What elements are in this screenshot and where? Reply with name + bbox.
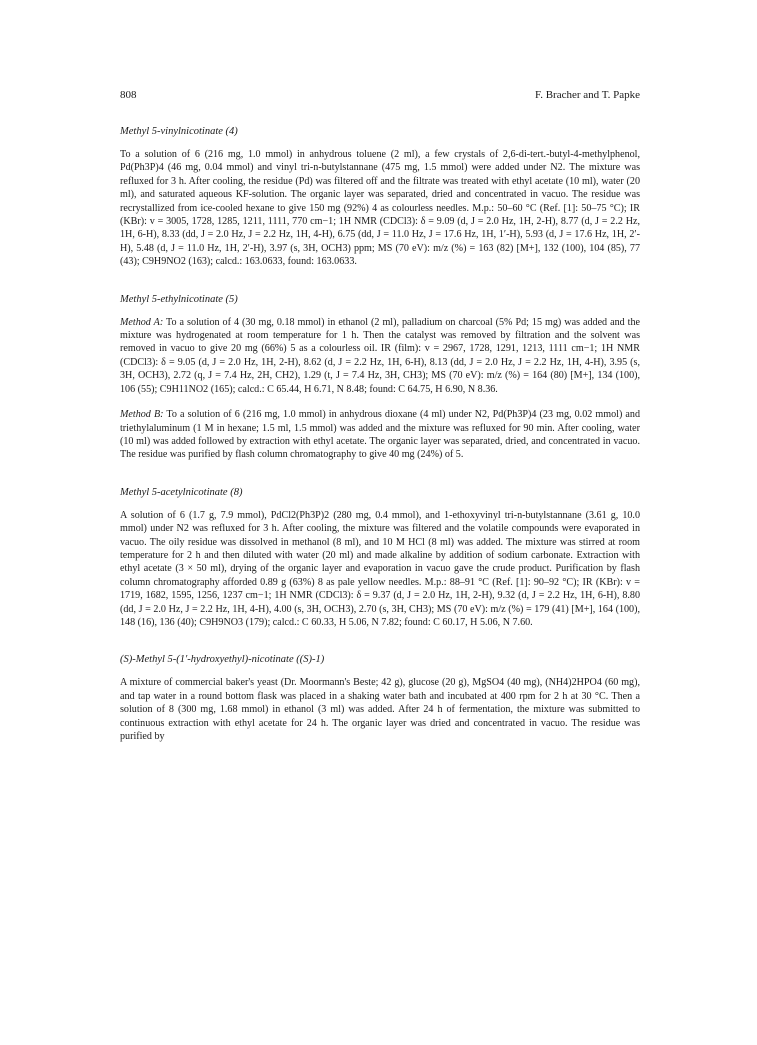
- running-head: [120, 88, 640, 102]
- section-title: Methyl 5-ethylnicotinate (5): [120, 293, 238, 305]
- journal-page: [120, 88, 640, 767]
- experimental-paragraph: [120, 316, 640, 396]
- paragraph-text: To a solution of 4 (30 mg, 0.18 mmol) in ethanol (2 ml), palladium on charcoal (5% Pd; 15 mg) was added and the mixture was hydrogenated at room temperature for 1 h. Then the catalyst was removed by filtration and the solvent was removed in vacuo to give 20 mg (66%) 5 as a colourless oil. IR (film): v = 2967, 1728, 1291, 1213, 1111 cm−1; 1H NMR (CDCl3): δ = 9.05 (d, J = 2.0 Hz, 1H, 2-H), 8.62 (d, J = 2.2 Hz, 1H, 6-H), 8.13 (dd, J = 2.0 Hz, J = 2.2 Hz, 1H, 4-H), 3.95 (s, 3H, OCH3), 2.72 (q, J = 7.4 Hz, 2H, CH2), 1.29 (t, J = 7.4 Hz, 3H, CH3); MS (70 eV): m/z (%) = 164 (80) [M+], 134 (100), 106 (55); C9H11NO2 (165); calcd.: C 65.44, H 6.71, N 8.48; found: C 64.75, H 6.90, N 8.36.: [120, 316, 641, 395]
- experimental-paragraph: A mixture of commercial baker's yeast (Dr. Moormann's Beste; 42 g), glucose (20 g), MgSO4 (40 mg), (NH4)2HPO4 (60 mg), and tap water in a round bottom flask was placed in a shaking water bath and incubated at 400 rpm for 2 h at 30 °C. Then a solution of 8 (300 mg, 1.68 mmol) in ethanol (3 ml) was added. After 24 h of fermentation, the mixture was submitted to continuous extraction with ethyl acetate for 24 h. The organic layer was dried and concentrated in vacuo. The residue was purified by: [120, 677, 640, 742]
- section-title: Methyl 5-acetylnicotinate (8): [120, 486, 243, 498]
- experimental-paragraph: To a solution of 6 (216 mg, 1.0 mmol) in anhydrous toluene (2 ml), a few crystals of 2,6-di-tert.-butyl-4-methylphenol, Pd(Ph3P)4 (46 mg, 0.04 mmol) and vinyl tri-n-butylstannane (475 mg, 1.5 mmol) were added under N2. The mixture was refluxed for 3 h. After cooling, the residue (Pd) was filtered off and the filtrate was treated with ethyl acetate (10 ml), water (20 ml), and saturated aqueous KF-solution. The organic layer was separated, dried and concentrated in vacuo. The residue was recrystallized from ice-cooled hexane to give 150 mg (92%) 4 as colourless needles. M.p.: 50–60 °C (Ref. [1]: 50–75 °C); IR (KBr): v = 3005, 1728, 1285, 1211, 1111, 770 cm−1; 1H NMR (CDCl3): δ = 9.09 (d, J = 2.0 Hz, 1H, 2-H), 8.77 (d, J = 2.2 Hz, 1H, 6-H), 8.33 (dd, J = 2.0 Hz, J = 2.2 Hz, 1H, 4-H), 6.75 (dd, J = 11.0 Hz, J = 17.6 Hz, 1H, 1′-H), 5.93 (d, J = 17.6 Hz, 1H, 2′-H), 5.48 (d, J = 11.0 Hz, 1H, 2′-H), 3.97 (s, 3H, OCH3) ppm; MS (70 eV): m/z (%) = 163 (82) [M+], 132 (100), 104 (85), 77 (43); C9H9NO2 (163); calcd.: 163.0633, found: 163.0633.: [120, 149, 640, 268]
- section-hydroxyethylnicotinate: [120, 653, 640, 743]
- method-label: Method B:: [120, 409, 164, 421]
- section-title: (S)-Methyl 5-(1′-hydroxyethyl)-nicotinate ((S)-1): [120, 654, 325, 666]
- section-title: Methyl 5-vinylnicotinate (4): [120, 126, 238, 137]
- method-label: Method A:: [120, 316, 164, 328]
- section-acetylnicotinate: [120, 486, 640, 630]
- experimental-paragraph: [120, 408, 640, 462]
- page-number: 808: [120, 89, 137, 101]
- experimental-paragraph: A solution of 6 (1.7 g, 7.9 mmol), PdCl2(Ph3P)2 (280 mg, 0.4 mmol), and 1-ethoxyvinyl tri-n-butylstannane (3.61 g, 10.0 mmol) under N2 was refluxed for 3 h. After cooling, the mixture was filtered and the volatile compounds were evaporated in vacuo. The oily residue was dissolved in methanol (8 ml), and 10 M HCl (8 ml) was added. The mixture was stirred at room temperature for 2 h and then diluted with water (20 ml) and made alkaline by addition of sodium carbonate. Extraction with ethyl acetate (3 × 50 ml), drying of the organic layer and evaporation in vacuo gave the crude product. Purification by flash column chromatography afforded 0.89 g (63%) 8 as pale yellow needles. M.p.: 88–91 °C (Ref. [1]: 90–92 °C); IR (KBr): v = 1719, 1682, 1595, 1256, 1237 cm−1; 1H NMR (CDCl3): δ = 9.37 (d, J = 2.0 Hz, 1H, 2-H), 9.32 (d, J = 2.2 Hz, 1H, 6-H), 8.80 (dd, J = 2.0 Hz, J = 2.2 Hz, 1H, 4-H), 4.00 (s, 3H, OCH3), 2.70 (s, 3H, CH3); MS (70 eV): m/z (%) = 179 (41) [M+], 164 (100), 148 (16), 136 (40); C9H9NO3 (179); calcd.: C 60.33, H 5.06, N 7.82; found: C 60.17, H 5.06, N 7.60.: [120, 509, 640, 628]
- paragraph-text: To a solution of 6 (216 mg, 1.0 mmol) in anhydrous dioxane (4 ml) under N2, Pd(Ph3P)4 (23 mg, 0.02 mmol) and triethylaluminum (1 M in hexane; 1.5 ml, 1.5 mmol) was added and the mixture was refluxed for 90 min. After cooling, water (10 ml) was added followed by extraction with ethyl acetate. The organic layer was separated, dried, and concentrated in vacuo. The residue was purified by flash column chromatography to give 40 mg (24%) of 5.: [120, 409, 640, 461]
- section-ethylnicotinate: [120, 293, 640, 462]
- author-line: F. Bracher and T. Papke: [534, 89, 640, 101]
- section-vinylnicotinate: [120, 125, 640, 269]
